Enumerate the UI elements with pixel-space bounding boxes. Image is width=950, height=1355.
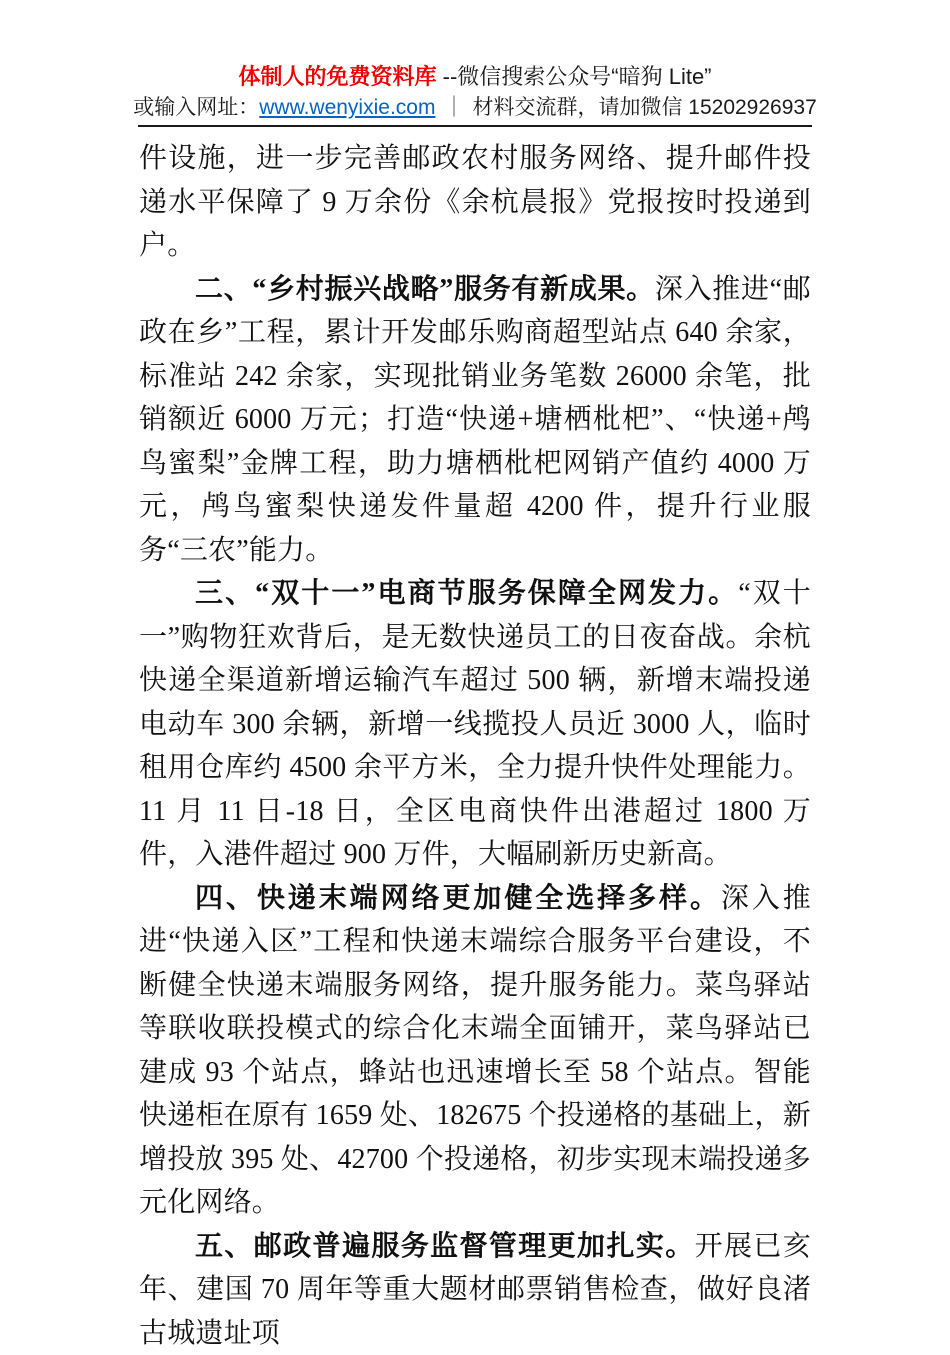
header-line-2	[0, 94, 950, 121]
wechat-tagline: --微信搜索公众号“暗狗 Lite”	[443, 64, 712, 89]
brand-title: 体制人的免费资料库	[238, 64, 436, 89]
text-segment: 件设施，进一步完善邮政农村服务网络、提升邮件投递水平保障了 9 万余份《余杭晨报》党报按时投递到户。	[139, 143, 811, 261]
text-segment: 深入推进“快递入区”工程和快递末端综合服务平台建设，不断健全快递末端服务网络，提升服务能力。菜鸟驿站等联收联投模式的综合化末端全面铺开，菜鸟驿站已建成 93 个站点，蜂站也迅速增长至 58 个站点。智能快递柜在原有 1659 处、182675 个投递格的基础上，新增投放 395 处、42700 个投递格，初步实现末端投递多元化网络。	[139, 883, 811, 1219]
paragraph-heading: 二、“乡村振兴战略”服务有新成果。	[195, 274, 655, 305]
document-body	[139, 137, 811, 1355]
promo-header	[0, 0, 950, 127]
paragraph	[139, 268, 811, 573]
paragraph-heading: 五、邮政普遍服务监督管理更加扎实。	[195, 1231, 695, 1262]
url-prompt-label: 或输入网址：	[133, 96, 259, 119]
paragraph	[139, 572, 811, 877]
paragraph	[139, 1225, 811, 1355]
contact-label: 材料交流群，请加微信 15202926937	[472, 96, 816, 119]
paragraph-heading: 三、“双十一”电商节服务保障全网发力。	[195, 578, 738, 609]
paragraph	[139, 137, 811, 268]
paragraph	[139, 877, 811, 1225]
header-line-1	[0, 62, 950, 92]
text-segment: 深入推进“邮政在乡”工程，累计开发邮乐购商超型站点 640 余家，标准站 242 余家，实现批销业务笔数 26000 余笔，批销额近 6000 万元；打造“快递+塘栖枇杷”、“快递+鸬鸟蜜梨”金牌工程，助力塘栖枇杷网销产值约 4000 万元，鸬鸟蜜梨快递发件量超 4200 件，提升行业服务“三农”能力。	[139, 274, 811, 566]
website-link[interactable]: www.wenyixie.com	[259, 96, 435, 119]
paragraph-heading: 四、快递末端网络更加健全选择多样。	[195, 883, 721, 914]
pipe-separator: ｜	[443, 96, 464, 119]
text-segment: “双十一”购物狂欢背后，是无数快递员工的日夜奋战。余杭快递全渠道新增运输汽车超过 500 辆，新增末端投递电动车 300 余辆，新增一线揽投人员近 3000 人，临时租用仓库约 4500 余平方米，全力提升快件处理能力。11 月 11 日-18 日，全区电商快件出港超过 1800 万件，入港件超过 900 万件，大幅刷新历史新高。	[139, 578, 811, 870]
header-divider	[138, 125, 812, 127]
text-segment: 开展已亥年、建国 70 周年等重大题材邮票销售检查，做好良渚古城遗址项	[139, 1231, 811, 1349]
